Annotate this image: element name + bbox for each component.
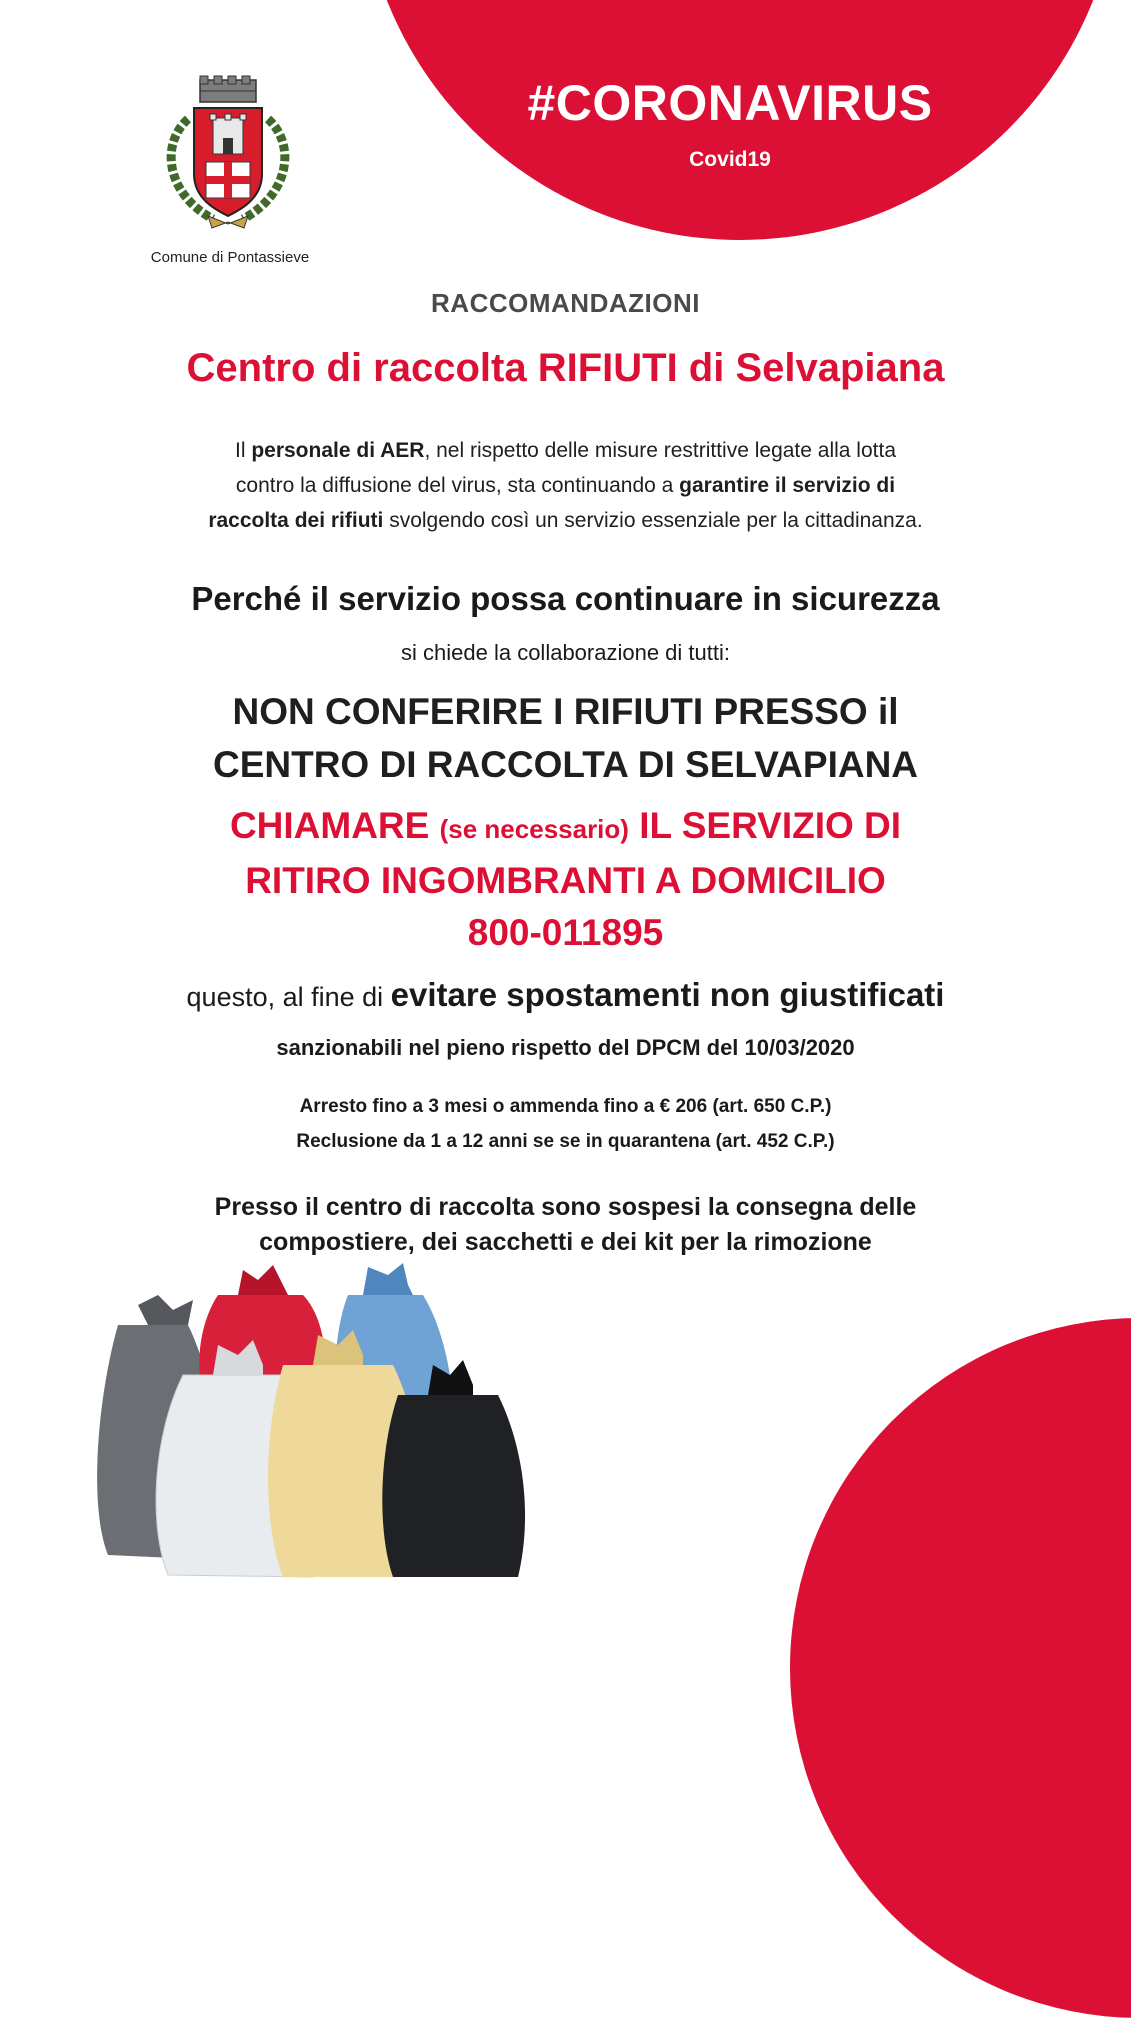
hashtag-title: #CORONAVIRUS — [527, 75, 933, 131]
intro-bold: garantire il servizio di — [679, 474, 896, 497]
notice-line: compostiere, dei sacchetti e dei kit per la rimozione — [259, 1228, 872, 1256]
notice-line: Presso il centro di raccolta sono sospesi la consegna delle — [214, 1193, 917, 1221]
intro-text: svolgendo così un servizio essenziale per la cittadinanza. — [383, 509, 923, 532]
penalty-line: Arresto fino a 3 mesi o ammenda fino a € 206 (art. 650 C.P.) — [299, 1096, 832, 1117]
instruction-line: NON CONFERIRE I RIFIUTI PRESSO il — [232, 691, 899, 732]
covid-subtitle: Covid19 — [689, 148, 771, 171]
purpose-text: questo, al fine di — [186, 982, 391, 1012]
intro-paragraph — [0, 433, 1131, 538]
call-text: RITIRO INGOMBRANTI A DOMICILIO — [245, 860, 886, 901]
call-text: IL SERVIZIO DI — [639, 805, 902, 846]
call-note: (se necessario) — [439, 814, 629, 844]
intro-bold: raccolta dei rifiuti — [208, 509, 384, 532]
suspended-notice — [0, 1190, 1131, 1260]
intro-bold: personale di AER — [251, 439, 425, 462]
intro-text: Il — [234, 439, 252, 462]
purpose-line — [0, 976, 1131, 1014]
call-word: CHIAMARE — [229, 805, 430, 846]
phone-number: 800-011895 — [467, 912, 664, 953]
penalties-block — [0, 1089, 1131, 1159]
call-block — [0, 800, 1131, 959]
kicker-heading: RACCOMANDAZIONI — [431, 288, 700, 318]
penalty-line: Reclusione da 1 a 12 anni se se in quarantena (art. 452 C.P.) — [296, 1131, 835, 1152]
municipal-crest-icon — [158, 74, 298, 234]
sanction-line: sanzionabili nel pieno rispetto del DPCM del 10/03/2020 — [276, 1035, 855, 1060]
garbage-bags-image — [78, 1255, 548, 1585]
purpose-emphasis: evitare spostamenti non giustificati — [390, 976, 945, 1013]
municipality-label: Comune di Pontassieve — [150, 249, 310, 266]
instruction-line: CENTRO DI RACCOLTA DI SELVAPIANA — [212, 744, 919, 785]
collaboration-text: si chiede la collaborazione di tutti: — [401, 640, 730, 665]
instruction-block — [0, 685, 1131, 791]
intro-text: , nel rispetto delle misure restrittive legate alla lotta — [424, 439, 896, 462]
intro-text: contro la diffusione del virus, sta continuando a — [235, 474, 680, 497]
safety-heading: Perché il servizio possa continuare in sicurezza — [191, 580, 940, 617]
bottom-red-circle — [790, 1318, 1131, 2018]
page-title: Centro di raccolta RIFIUTI di Selvapiana — [186, 346, 945, 390]
